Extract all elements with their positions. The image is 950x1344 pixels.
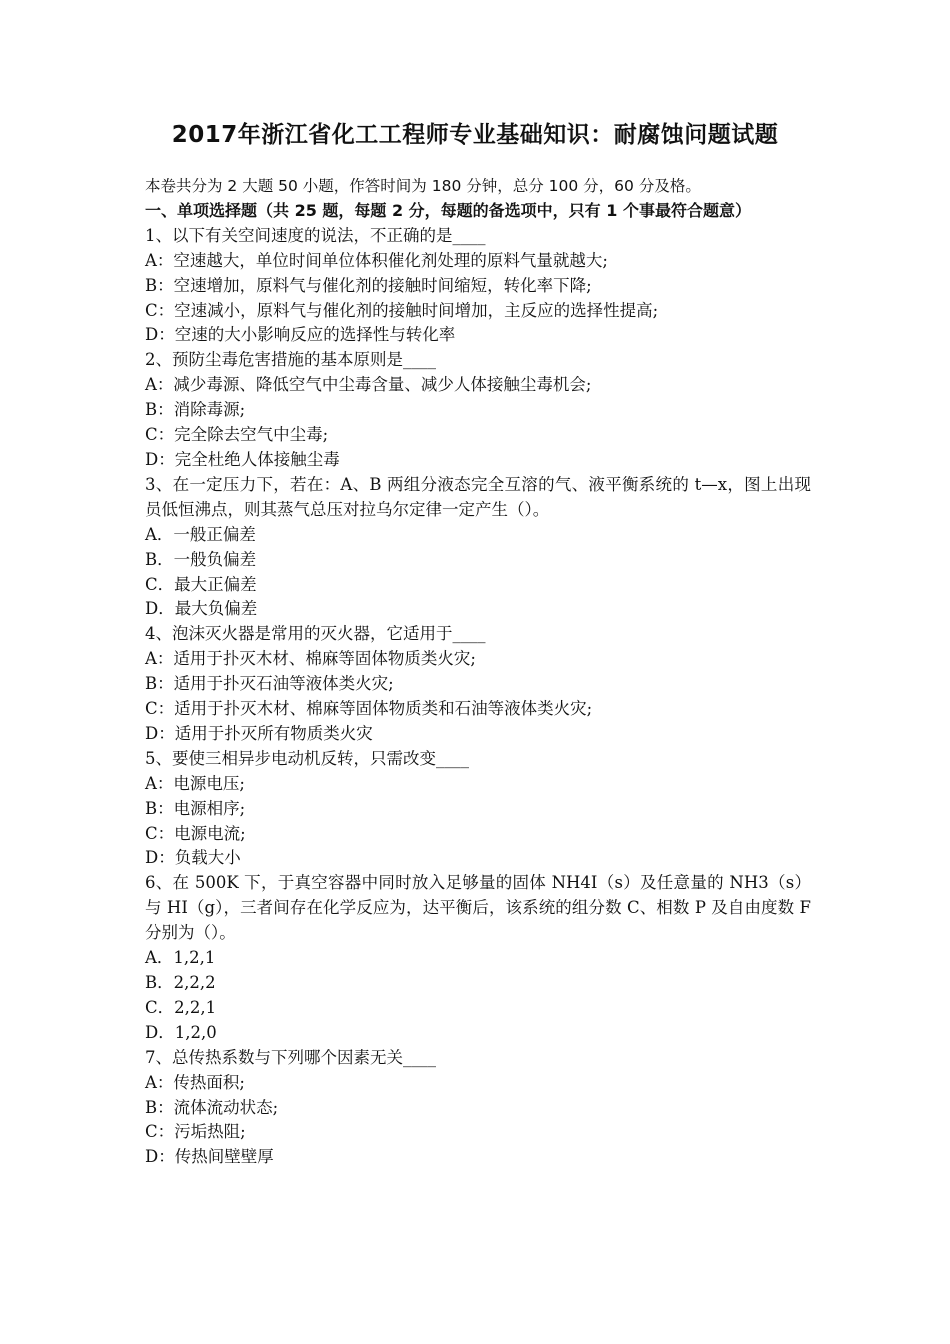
option-a: A．一般正偏差 [145, 524, 256, 544]
section-heading: 一、单项选择题（共 25 题，每题 2 分，每题的备选项中，只有 1 个事最符合题意） [145, 200, 751, 220]
option-c: C：电源电流; [145, 823, 246, 843]
option-c: C：污垢热阻; [145, 1122, 246, 1142]
question-stem: 5、要使三相异步电动机反转，只需改变____ [145, 748, 469, 768]
option-a: A：电源电压; [145, 773, 245, 793]
option-d: D．1,2,0 [145, 1022, 217, 1042]
question-stem: 2、预防尘毒危害措施的基本原则是____ [145, 350, 436, 370]
option-b: B：电源相序; [145, 798, 246, 818]
option-b: B：流体流动状态; [145, 1097, 279, 1117]
option-c: C：适用于扑灭木材、棉麻等固体物质类和石油等液体类火灾; [145, 699, 593, 719]
question-stem: 4、泡沫灭火器是常用的灭火器，它适用于____ [145, 624, 486, 644]
question-stem: 3、在一定压力下，若在：A、B 两组分液态完全互溶的气、液平衡系统的 t—x，图上出现员低恒沸点，则其蒸气总压对拉乌尔定律一定产生（）。 [145, 474, 811, 519]
document-title: 2017年浙江省化工工程师专业基础知识：耐腐蚀问题试题 [171, 122, 779, 148]
option-a: A：空速越大，单位时间单位体积催化剂处理的原料气量就越大; [145, 250, 608, 270]
question-stem: 1、以下有关空间速度的说法，不正确的是____ [145, 225, 486, 245]
option-d: D：完全杜绝人体接触尘毒 [145, 449, 340, 469]
exam-intro: 本卷共分为 2 大题 50 小题，作答时间为 180 分钟，总分 100 分，60 分及格。 [145, 177, 701, 195]
option-d: D：负载大小 [145, 848, 241, 868]
question-5 [145, 747, 811, 872]
option-c: C：完全除去空气中尘毒; [145, 425, 329, 445]
document-body [145, 174, 811, 1170]
option-c: C：空速减小，原料气与催化剂的接触时间增加，主反应的选择性提高; [145, 300, 659, 320]
question-stem: 7、总传热系数与下列哪个因素无关____ [145, 1047, 436, 1067]
option-d: D：空速的大小影响反应的选择性与转化率 [145, 325, 456, 345]
option-a: A．1,2,1 [145, 948, 216, 968]
question-7 [145, 1046, 811, 1171]
question-4 [145, 622, 811, 747]
question-6 [145, 871, 811, 1045]
question-2 [145, 348, 811, 473]
option-b: B：空速增加，原料气与催化剂的接触时间缩短，转化率下降; [145, 275, 592, 295]
option-c: C．2,2,1 [145, 997, 217, 1017]
option-d: D．最大负偏差 [145, 599, 258, 619]
question-1 [145, 224, 811, 349]
option-a: A：适用于扑灭木材、棉麻等固体物质类火灾; [145, 649, 476, 669]
option-a: A：传热面积; [145, 1072, 245, 1092]
option-d: D：传热间壁壁厚 [145, 1147, 274, 1167]
option-b: B：适用于扑灭石油等液体类火灾; [145, 674, 394, 694]
option-a: A：减少毒源、降低空气中尘毒含量、减少人体接触尘毒机会; [145, 375, 592, 395]
question-3 [145, 473, 811, 622]
option-b: B．2,2,2 [145, 973, 216, 992]
option-b: B．一般负偏差 [145, 549, 257, 569]
question-stem: 6、在 500K 下，于真空容器中同时放入足够量的固体 NH4I（s）及任意量的 NH3（s）与 HI（g），三者间存在化学反应为，达平衡后，该系统的组分数 C、相数 P 及自由度数 F 分别为（）。 [145, 873, 811, 943]
option-c: C．最大正偏差 [145, 574, 257, 594]
option-d: D：适用于扑灭所有物质类火灾 [145, 723, 373, 743]
option-b: B：消除毒源; [145, 400, 246, 420]
